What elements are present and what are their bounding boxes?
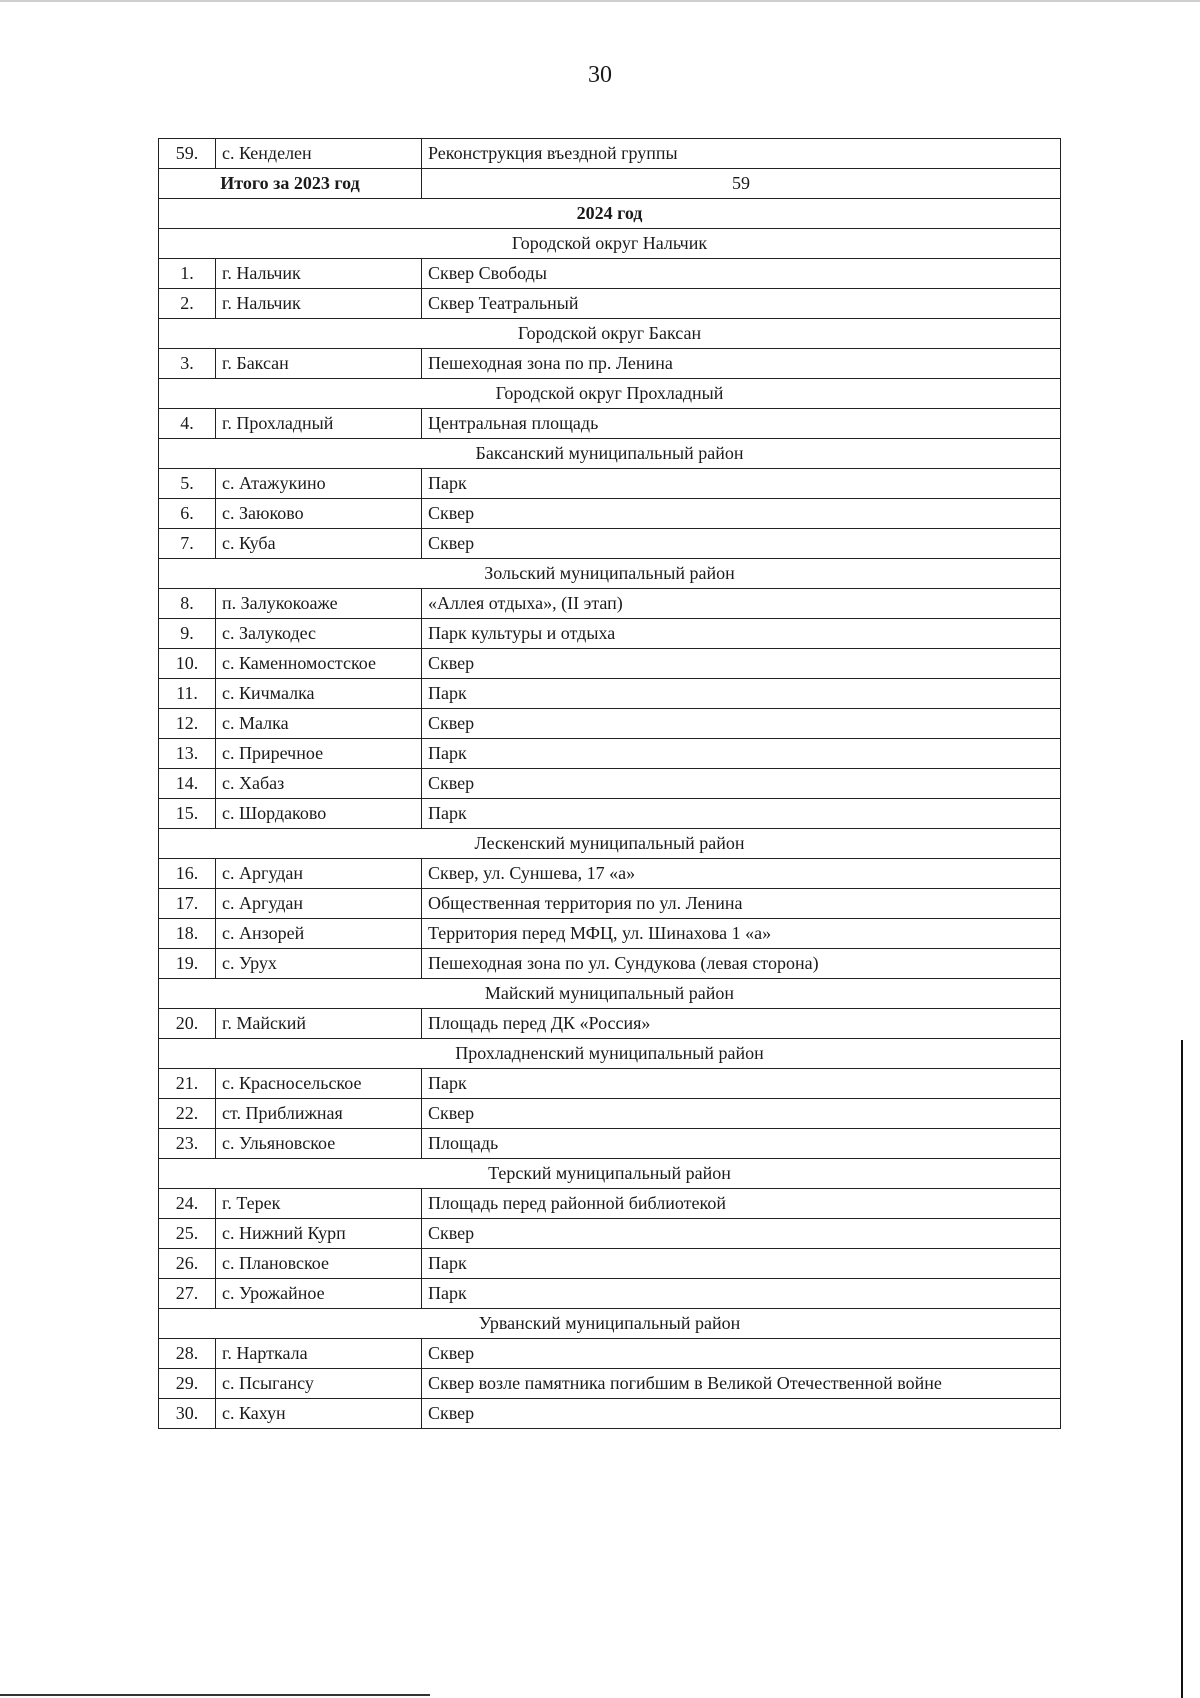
row-object: Общественная территория по ул. Ленина (422, 889, 1061, 919)
table-row (159, 1399, 1061, 1429)
district-header: Баксанский муниципальный район (159, 439, 1061, 469)
row-locality: с. Псыгансу (216, 1369, 422, 1399)
row-number: 26. (159, 1249, 216, 1279)
district-header: Майский муниципальный район (159, 979, 1061, 1009)
table-row (159, 1219, 1061, 1249)
row-locality: с. Кахун (216, 1399, 422, 1429)
row-locality: г. Майский (216, 1009, 422, 1039)
row-object: Площадь (422, 1129, 1061, 1159)
row-locality: с. Шордаково (216, 799, 422, 829)
table-row (159, 499, 1061, 529)
district-header: Урванский муниципальный район (159, 1309, 1061, 1339)
table-row (159, 1249, 1061, 1279)
table-row (159, 469, 1061, 499)
row-number: 29. (159, 1369, 216, 1399)
page-number: 30 (588, 62, 612, 88)
district-header-row (159, 829, 1061, 859)
table-row (159, 259, 1061, 289)
scan-bottom-edge (0, 1694, 430, 1696)
row-object: Сквер, ул. Суншева, 17 «а» (422, 859, 1061, 889)
total-label: Итого за 2023 год (159, 169, 422, 199)
table-row (159, 1099, 1061, 1129)
row-locality: с. Анзорей (216, 919, 422, 949)
row-locality: с. Плановское (216, 1249, 422, 1279)
objects-table-body (159, 139, 1061, 1429)
row-object: Сквер (422, 649, 1061, 679)
table-row (159, 619, 1061, 649)
district-header-row (159, 979, 1061, 1009)
row-object: Сквер (422, 1399, 1061, 1429)
table-row (159, 289, 1061, 319)
row-number: 10. (159, 649, 216, 679)
row-object: Сквер Театральный (422, 289, 1061, 319)
district-header-row (159, 439, 1061, 469)
row-locality: с. Заюково (216, 499, 422, 529)
row-object: Территория перед МФЦ, ул. Шинахова 1 «а» (422, 919, 1061, 949)
row-object: Пешеходная зона по ул. Сундукова (левая сторона) (422, 949, 1061, 979)
row-object: Парк культуры и отдыха (422, 619, 1061, 649)
row-locality: с. Урух (216, 949, 422, 979)
objects-table (158, 138, 1061, 1429)
row-locality: г. Терек (216, 1189, 422, 1219)
table-row (159, 1339, 1061, 1369)
district-header-row (159, 559, 1061, 589)
row-locality: г. Прохладный (216, 409, 422, 439)
district-header-row (159, 319, 1061, 349)
row-object: Сквер (422, 769, 1061, 799)
district-header: Терский муниципальный район (159, 1159, 1061, 1189)
row-locality: с. Ульяновское (216, 1129, 422, 1159)
row-object: Сквер Свободы (422, 259, 1061, 289)
row-locality: с. Кичмалка (216, 679, 422, 709)
row-object: Сквер (422, 1219, 1061, 1249)
row-number: 22. (159, 1099, 216, 1129)
row-object: Сквер возле памятника погибшим в Великой Отечественной войне (422, 1369, 1061, 1399)
row-number: 9. (159, 619, 216, 649)
table-row (159, 769, 1061, 799)
row-object: Сквер (422, 709, 1061, 739)
row-number: 59. (159, 139, 216, 169)
row-locality: г. Баксан (216, 349, 422, 379)
district-header-row (159, 1039, 1061, 1069)
district-header: Городской округ Баксан (159, 319, 1061, 349)
row-object: Сквер (422, 1099, 1061, 1129)
row-object: Парк (422, 469, 1061, 499)
row-number: 21. (159, 1069, 216, 1099)
row-number: 4. (159, 409, 216, 439)
row-number: 12. (159, 709, 216, 739)
table-row (159, 409, 1061, 439)
row-locality: с. Нижний Курп (216, 1219, 422, 1249)
row-object: Пешеходная зона по пр. Ленина (422, 349, 1061, 379)
table-row (159, 649, 1061, 679)
row-number: 6. (159, 499, 216, 529)
row-number: 20. (159, 1009, 216, 1039)
row-number: 17. (159, 889, 216, 919)
table-row (159, 589, 1061, 619)
row-locality: с. Аргудан (216, 889, 422, 919)
district-header-row (159, 379, 1061, 409)
row-object: Реконструкция въездной группы (422, 139, 1061, 169)
total-value: 59 (422, 169, 1061, 199)
table-row (159, 709, 1061, 739)
total-row (159, 169, 1061, 199)
table-row (159, 889, 1061, 919)
row-object: Сквер (422, 499, 1061, 529)
year-header-row (159, 199, 1061, 229)
table-row (159, 139, 1061, 169)
district-header-row (159, 1309, 1061, 1339)
row-number: 19. (159, 949, 216, 979)
row-locality: с. Хабаз (216, 769, 422, 799)
table-row (159, 1279, 1061, 1309)
table-row (159, 949, 1061, 979)
row-locality: ст. Приближная (216, 1099, 422, 1129)
district-header: Прохладненский муниципальный район (159, 1039, 1061, 1069)
year-header: 2024 год (159, 199, 1061, 229)
table-row (159, 919, 1061, 949)
row-number: 14. (159, 769, 216, 799)
row-number: 23. (159, 1129, 216, 1159)
row-number: 11. (159, 679, 216, 709)
district-header-row (159, 1159, 1061, 1189)
row-object: «Аллея отдыха», (II этап) (422, 589, 1061, 619)
table-row (159, 1069, 1061, 1099)
row-locality: с. Красносельское (216, 1069, 422, 1099)
row-locality: с. Приречное (216, 739, 422, 769)
row-object: Парк (422, 679, 1061, 709)
row-object: Площадь перед районной библиотекой (422, 1189, 1061, 1219)
table-row (159, 1129, 1061, 1159)
row-locality: с. Урожайное (216, 1279, 422, 1309)
row-object: Сквер (422, 1339, 1061, 1369)
row-object: Парк (422, 739, 1061, 769)
district-header: Городской округ Нальчик (159, 229, 1061, 259)
row-object: Центральная площадь (422, 409, 1061, 439)
row-locality: г. Нальчик (216, 259, 422, 289)
row-number: 16. (159, 859, 216, 889)
district-header: Лескенский муниципальный район (159, 829, 1061, 859)
row-number: 27. (159, 1279, 216, 1309)
row-number: 25. (159, 1219, 216, 1249)
row-locality: с. Залукодес (216, 619, 422, 649)
row-number: 24. (159, 1189, 216, 1219)
row-number: 7. (159, 529, 216, 559)
row-object: Площадь перед ДК «Россия» (422, 1009, 1061, 1039)
row-number: 2. (159, 289, 216, 319)
row-locality: г. Нарткала (216, 1339, 422, 1369)
row-locality: с. Кенделен (216, 139, 422, 169)
row-locality: с. Аргудан (216, 859, 422, 889)
table-row (159, 679, 1061, 709)
table-row (159, 1009, 1061, 1039)
row-number: 15. (159, 799, 216, 829)
row-number: 28. (159, 1339, 216, 1369)
table-row (159, 799, 1061, 829)
row-locality: п. Залукокоаже (216, 589, 422, 619)
scan-right-edge (1181, 1040, 1183, 1698)
row-locality: с. Куба (216, 529, 422, 559)
table-row (159, 859, 1061, 889)
row-object: Парк (422, 1069, 1061, 1099)
row-number: 1. (159, 259, 216, 289)
row-object: Парк (422, 1249, 1061, 1279)
district-header: Городской округ Прохладный (159, 379, 1061, 409)
row-object: Парк (422, 1279, 1061, 1309)
row-object: Парк (422, 799, 1061, 829)
row-number: 30. (159, 1399, 216, 1429)
table-row (159, 1369, 1061, 1399)
district-header-row (159, 229, 1061, 259)
row-locality: с. Малка (216, 709, 422, 739)
table-row (159, 1189, 1061, 1219)
row-number: 18. (159, 919, 216, 949)
district-header: Зольский муниципальный район (159, 559, 1061, 589)
row-locality: с. Атажукино (216, 469, 422, 499)
row-locality: с. Каменномостское (216, 649, 422, 679)
row-locality: г. Нальчик (216, 289, 422, 319)
scan-top-edge (0, 0, 1200, 2)
row-object: Сквер (422, 529, 1061, 559)
row-number: 3. (159, 349, 216, 379)
table-row (159, 349, 1061, 379)
table-row (159, 529, 1061, 559)
row-number: 8. (159, 589, 216, 619)
table-row (159, 739, 1061, 769)
row-number: 13. (159, 739, 216, 769)
row-number: 5. (159, 469, 216, 499)
